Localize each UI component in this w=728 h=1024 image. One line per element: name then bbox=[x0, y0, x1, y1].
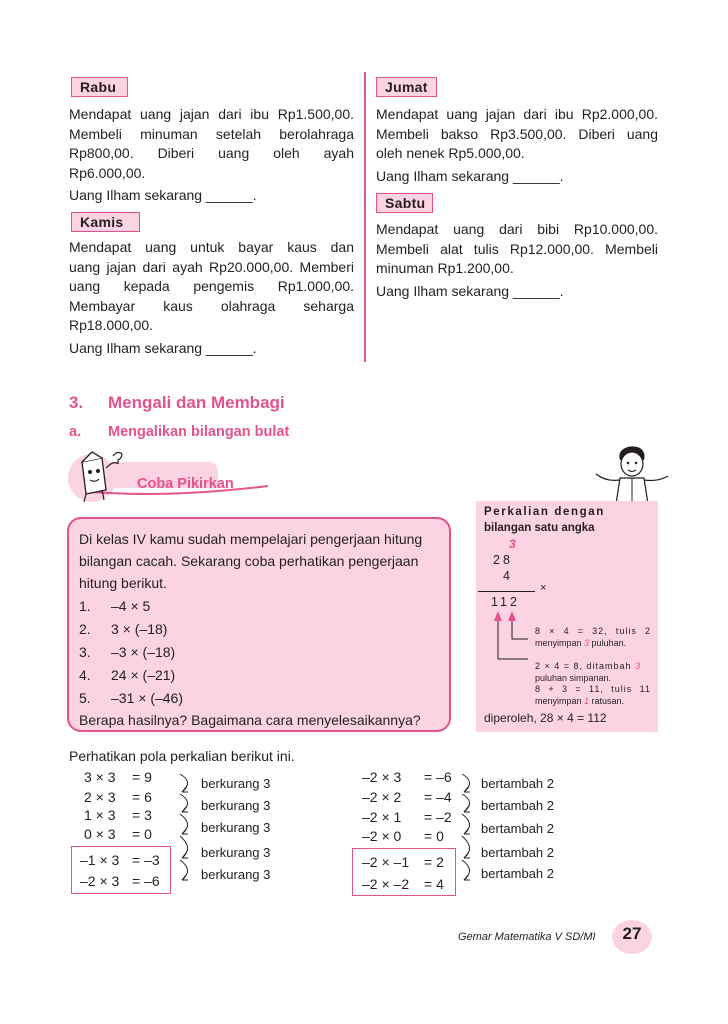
pattern-right-label: bertambah 2 bbox=[481, 845, 554, 860]
coba-item-expression: 24 × (–21) bbox=[111, 667, 176, 683]
pattern-left-result: = –3 bbox=[132, 852, 160, 868]
subsection-title: Mengalikan bilangan bulat bbox=[108, 424, 290, 440]
rabu-paragraph bbox=[69, 105, 354, 206]
pattern-right-result: = –4 bbox=[424, 789, 452, 805]
kamis-line: uang jajan dari ayah Rp20.000,00. Memberi bbox=[69, 258, 354, 275]
pattern-right-expr: –2 × 1 bbox=[362, 809, 402, 825]
coba-item-expression: –4 × 5 bbox=[111, 598, 151, 614]
side-note-title-line1: Perkalian dengan bbox=[484, 506, 605, 518]
coba-pikirkan-box bbox=[67, 517, 451, 732]
pattern-left-label: berkurang 3 bbox=[201, 867, 271, 882]
note2-number: 1 bbox=[584, 696, 590, 706]
kamis-line: uang kepada pengemis Rp1.000,00. bbox=[69, 278, 354, 294]
carry-digit: 3 bbox=[509, 537, 516, 551]
multiplicand: 28 bbox=[493, 553, 513, 567]
pattern-left-result: = –6 bbox=[132, 873, 160, 889]
pattern-right-label: bertambah 2 bbox=[481, 821, 554, 836]
sum-rule bbox=[478, 591, 535, 592]
times-sign: × bbox=[540, 582, 547, 594]
day-tag-kamis: Kamis bbox=[71, 212, 140, 232]
note2-text: menyimpan bbox=[535, 696, 585, 706]
page-number: 27 bbox=[622, 924, 642, 943]
jumat-line: Membeli bakso Rp3.500,00. Diberi uang bbox=[376, 125, 658, 142]
section-title: Mengali dan Membagi bbox=[108, 393, 285, 412]
note2-line3: 8 + 3 = 11, tulis 11 bbox=[535, 684, 651, 694]
coba-item-expression: –3 × (–18) bbox=[111, 644, 176, 660]
kamis-line: Membayar kaus olahraga seharga bbox=[69, 297, 354, 314]
note1-text: menyimpan bbox=[535, 638, 585, 648]
pattern-left-expr: 0 × 3 bbox=[84, 826, 116, 842]
day-tag-rabu: Rabu bbox=[71, 77, 128, 97]
sabtu-line: minuman Rp1.200,00. bbox=[376, 260, 514, 276]
coba-intro-line: hitung berikut. bbox=[79, 575, 167, 591]
note2-number: 3 bbox=[635, 661, 642, 671]
note2-line2: puluhan simpanan. bbox=[535, 673, 612, 683]
pattern-right-result: = –6 bbox=[424, 769, 452, 785]
jumat-line: oleh nenek Rp5.000,00. bbox=[376, 145, 525, 161]
coba-banner-title: Coba Pikirkan bbox=[137, 476, 234, 492]
rabu-line: Mendapat uang jajan dari ibu Rp1.500,00. bbox=[69, 106, 354, 122]
note1-text: puluhan. bbox=[589, 638, 627, 648]
pattern-right-label: bertambah 2 bbox=[481, 798, 554, 813]
pattern-left-result: = 9 bbox=[132, 769, 152, 785]
coba-item-expression: 3 × (–18) bbox=[111, 621, 168, 637]
pattern-right-arrows bbox=[458, 772, 482, 890]
pattern-left-label: berkurang 3 bbox=[201, 776, 271, 791]
pattern-right-result: = 4 bbox=[424, 876, 444, 892]
product-result: 112 bbox=[491, 595, 520, 609]
coba-item-number: 1. bbox=[79, 598, 91, 614]
note2-text: ratusan. bbox=[589, 696, 625, 706]
kamis-paragraph bbox=[69, 238, 354, 358]
side-note-title-line2: bilangan satu angka bbox=[484, 522, 595, 534]
pattern-left-result: = 0 bbox=[132, 826, 152, 842]
note2-line4 bbox=[535, 696, 624, 706]
sabtu-line: Mendapat uang dari bibi Rp10.000,00. bbox=[376, 221, 658, 237]
pattern-right-expr: –2 × 2 bbox=[362, 789, 402, 805]
pattern-left-expr: 3 × 3 bbox=[84, 769, 116, 785]
jumat-paragraph bbox=[376, 105, 658, 186]
coba-item-number: 2. bbox=[79, 621, 91, 637]
pattern-intro: Perhatikan pola perkalian berikut ini. bbox=[69, 748, 295, 764]
pattern-left-result: = 6 bbox=[132, 789, 152, 805]
pattern-left-expr: –2 × 3 bbox=[80, 873, 120, 889]
pattern-right-expr: –2 × –1 bbox=[362, 854, 410, 870]
pattern-left-label: berkurang 3 bbox=[201, 820, 271, 835]
section-number: 3. bbox=[69, 393, 84, 412]
subsection-letter: a. bbox=[69, 424, 82, 440]
pattern-right-result: = –2 bbox=[424, 809, 452, 825]
pattern-left-arrows bbox=[176, 772, 200, 890]
note2-line1 bbox=[535, 661, 651, 671]
kamis-line: Rp18.000,00. bbox=[69, 317, 154, 333]
note1-number: 3 bbox=[584, 638, 590, 648]
note2-text: 2 × 4 = 8, ditambah bbox=[535, 661, 636, 671]
kamis-question: Uang Ilham sekarang ______. bbox=[69, 339, 257, 356]
pattern-right-result: = 0 bbox=[424, 828, 444, 844]
coba-item-number: 5. bbox=[79, 690, 91, 706]
coba-intro-line: Di kelas IV kamu sudah mempelajari pengerjaan hitung bbox=[79, 531, 423, 547]
rabu-line: Rp6.000,00. bbox=[69, 164, 146, 181]
multiplier: 4 bbox=[503, 569, 510, 583]
kamis-line: Mendapat uang untuk bayar kaus dan bbox=[69, 239, 354, 255]
pattern-right-label: bertambah 2 bbox=[481, 776, 554, 791]
jumat-question: Uang Ilham sekarang ______. bbox=[376, 167, 564, 184]
side-note-conclusion: diperoleh, 28 × 4 = 112 bbox=[484, 711, 607, 725]
pattern-left-expr: 2 × 3 bbox=[84, 789, 116, 805]
sabtu-paragraph bbox=[376, 220, 658, 301]
coba-item-number: 3. bbox=[79, 644, 91, 660]
coba-closing: Berapa hasilnya? Bagaimana cara menyelesaikannya? bbox=[79, 712, 421, 728]
pattern-left-label: berkurang 3 bbox=[201, 845, 271, 860]
rabu-line: Membeli minuman setelah berolahraga bbox=[69, 125, 354, 142]
pattern-left-expr: 1 × 3 bbox=[84, 807, 116, 823]
pattern-right-label: bertambah 2 bbox=[481, 866, 554, 881]
coba-intro-line: bilangan cacah. Sekarang coba perhatikan pengerjaan bbox=[79, 553, 419, 569]
coba-item-expression: –31 × (–46) bbox=[111, 690, 183, 706]
side-note-box bbox=[476, 501, 658, 732]
note1-line1: 8 × 4 = 32, tulis 2 bbox=[535, 626, 651, 636]
pattern-right-expr: –2 × 0 bbox=[362, 828, 402, 844]
sabtu-question: Uang Ilham sekarang ______. bbox=[376, 282, 564, 299]
pattern-left-label: berkurang 3 bbox=[201, 798, 271, 813]
note1-line2 bbox=[535, 638, 626, 648]
pattern-left-expr: –1 × 3 bbox=[80, 852, 120, 868]
day-tag-jumat: Jumat bbox=[376, 77, 437, 97]
coba-item-number: 4. bbox=[79, 667, 91, 683]
pattern-right-expr: –2 × 3 bbox=[362, 769, 402, 785]
day-tag-sabtu: Sabtu bbox=[376, 193, 433, 213]
rabu-line: Rp800,00. Diberi uang oleh ayah bbox=[69, 145, 354, 161]
sabtu-line: Membeli alat tulis Rp12.000,00. Membeli bbox=[376, 240, 658, 257]
pattern-right-expr: –2 × –2 bbox=[362, 876, 410, 892]
carry-arrows bbox=[490, 609, 540, 669]
rabu-question: Uang Ilham sekarang ______. bbox=[69, 187, 257, 203]
pattern-left-result: = 3 bbox=[132, 807, 152, 823]
pattern-right-result: = 2 bbox=[424, 854, 444, 870]
footer-book-title: Gemar Matematika V SD/MI bbox=[458, 931, 596, 943]
jumat-line: Mendapat uang jajan dari ibu Rp2.000,00. bbox=[376, 106, 658, 122]
column-divider bbox=[364, 72, 366, 362]
